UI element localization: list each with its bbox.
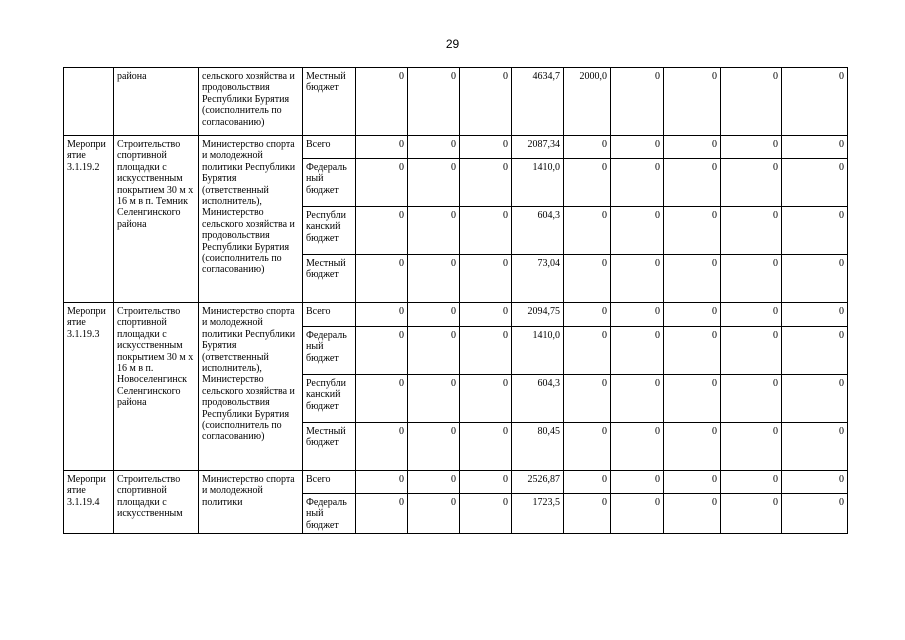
amount-cell: 0	[460, 375, 512, 423]
funding-source-cell: Всего	[303, 136, 356, 159]
measure-name-cell: Строительство спортивной площадки с искусственным	[114, 471, 199, 534]
amount-cell: 1410,0	[512, 159, 564, 207]
amount-cell: 0	[460, 423, 512, 471]
amount-cell: 0	[460, 494, 512, 534]
amount-cell: 0	[564, 471, 611, 494]
amount-cell: 0	[564, 303, 611, 327]
amount-cell: 0	[356, 375, 408, 423]
amount-cell: 0	[611, 159, 664, 207]
amount-cell: 0	[460, 207, 512, 255]
amount-cell: 0	[564, 159, 611, 207]
amount-cell: 0	[611, 327, 664, 375]
funding-source-cell: Всего	[303, 471, 356, 494]
amount-cell: 0	[408, 303, 460, 327]
measure-id-cell: Меропри ятие 3.1.19.2	[64, 136, 114, 303]
amount-cell: 0	[721, 136, 782, 159]
amount-cell: 0	[356, 303, 408, 327]
amount-cell: 0	[721, 494, 782, 534]
amount-cell: 0	[611, 255, 664, 303]
amount-cell: 4634,7	[512, 68, 564, 136]
amount-cell: 0	[782, 207, 848, 255]
amount-cell: 0	[564, 494, 611, 534]
amount-cell: 0	[564, 136, 611, 159]
amount-cell: 0	[782, 68, 848, 136]
amount-cell: 0	[664, 207, 721, 255]
amount-cell: 0	[611, 375, 664, 423]
amount-cell: 0	[721, 159, 782, 207]
amount-cell: 0	[356, 423, 408, 471]
table-row	[64, 303, 848, 327]
amount-cell: 0	[356, 327, 408, 375]
amount-cell: 0	[664, 375, 721, 423]
amount-cell: 2000,0	[564, 68, 611, 136]
table-row	[64, 136, 848, 159]
funding-source-cell: Местный бюджет	[303, 255, 356, 303]
funding-source-cell: Федераль ный бюджет	[303, 327, 356, 375]
amount-cell: 1410,0	[512, 327, 564, 375]
amount-cell: 0	[664, 471, 721, 494]
amount-cell: 0	[721, 327, 782, 375]
funding-source-cell: Всего	[303, 303, 356, 327]
amount-cell: 0	[782, 471, 848, 494]
amount-cell: 0	[460, 255, 512, 303]
amount-cell: 0	[564, 423, 611, 471]
table-row	[64, 68, 848, 136]
executor-cell: Министерство спорта и молодежной политики	[199, 471, 303, 534]
amount-cell: 604,3	[512, 207, 564, 255]
funding-source-cell: Федераль ный бюджет	[303, 494, 356, 534]
amount-cell: 0	[408, 375, 460, 423]
amount-cell: 0	[782, 327, 848, 375]
amount-cell: 0	[408, 68, 460, 136]
amount-cell: 604,3	[512, 375, 564, 423]
funding-source-cell: Республи канский бюджет	[303, 375, 356, 423]
funding-source-cell: Федераль ный бюджет	[303, 159, 356, 207]
amount-cell: 0	[460, 68, 512, 136]
amount-cell: 2526,87	[512, 471, 564, 494]
amount-cell: 0	[664, 68, 721, 136]
amount-cell: 0	[408, 423, 460, 471]
amount-cell: 0	[356, 207, 408, 255]
amount-cell: 0	[408, 327, 460, 375]
amount-cell: 0	[664, 255, 721, 303]
amount-cell: 0	[611, 303, 664, 327]
table-row	[64, 471, 848, 494]
amount-cell: 0	[460, 136, 512, 159]
amount-cell: 73,04	[512, 255, 564, 303]
amount-cell: 0	[564, 327, 611, 375]
measure-name-cell: Строительство спортивной площадки с искусственным покрытием 30 м х 16 м в п. Новоселенгинск Селенгинского района	[114, 303, 199, 471]
amount-cell: 0	[564, 207, 611, 255]
amount-cell: 0	[721, 303, 782, 327]
amount-cell: 0	[408, 255, 460, 303]
amount-cell: 0	[611, 494, 664, 534]
amount-cell: 0	[408, 159, 460, 207]
amount-cell: 0	[460, 303, 512, 327]
amount-cell: 0	[721, 375, 782, 423]
amount-cell: 0	[408, 471, 460, 494]
amount-cell: 0	[611, 68, 664, 136]
measure-name-cell: района	[114, 68, 199, 136]
amount-cell: 2087,34	[512, 136, 564, 159]
executor-cell: Министерство спорта и молодежной политики Республики Бурятия (ответственный исполнитель), Министерство сельского хозяйства и продовольствия Республики Бурятия (соисполнитель по согласованию)	[199, 136, 303, 303]
amount-cell: 0	[664, 494, 721, 534]
amount-cell: 0	[782, 423, 848, 471]
amount-cell: 0	[782, 494, 848, 534]
amount-cell: 0	[611, 423, 664, 471]
amount-cell: 0	[782, 375, 848, 423]
amount-cell: 0	[782, 159, 848, 207]
funding-source-cell: Местный бюджет	[303, 68, 356, 136]
measure-id-cell: Меропри ятие 3.1.19.4	[64, 471, 114, 534]
amount-cell: 0	[664, 136, 721, 159]
amount-cell: 0	[460, 159, 512, 207]
amount-cell: 0	[782, 303, 848, 327]
amount-cell: 0	[611, 136, 664, 159]
amount-cell: 0	[460, 471, 512, 494]
amount-cell: 0	[664, 423, 721, 471]
amount-cell: 80,45	[512, 423, 564, 471]
amount-cell: 0	[356, 255, 408, 303]
funding-source-cell: Республи канский бюджет	[303, 207, 356, 255]
amount-cell: 0	[721, 68, 782, 136]
amount-cell: 0	[408, 136, 460, 159]
amount-cell: 1723,5	[512, 494, 564, 534]
amount-cell: 0	[782, 255, 848, 303]
executor-cell: Министерство спорта и молодежной политики Республики Бурятия (ответственный исполнитель), Министерство сельского хозяйства и продовольствия Республики Бурятия (соисполнитель по согласованию)	[199, 303, 303, 471]
amount-cell: 0	[356, 471, 408, 494]
amount-cell: 0	[460, 327, 512, 375]
amount-cell: 0	[611, 207, 664, 255]
measure-id-cell: Меропри ятие 3.1.19.3	[64, 303, 114, 471]
executor-cell: сельского хозяйства и продовольствия Республики Бурятия (соисполнитель по согласованию)	[199, 68, 303, 136]
amount-cell: 0	[408, 494, 460, 534]
amount-cell: 0	[664, 159, 721, 207]
funding-source-cell: Местный бюджет	[303, 423, 356, 471]
amount-cell: 0	[611, 471, 664, 494]
amount-cell: 0	[356, 159, 408, 207]
page-number: 29	[445, 37, 460, 51]
amount-cell: 2094,75	[512, 303, 564, 327]
amount-cell: 0	[408, 207, 460, 255]
amount-cell: 0	[356, 68, 408, 136]
amount-cell: 0	[721, 255, 782, 303]
amount-cell: 0	[356, 136, 408, 159]
amount-cell: 0	[664, 303, 721, 327]
amount-cell: 0	[721, 471, 782, 494]
amount-cell: 0	[564, 255, 611, 303]
amount-cell: 0	[564, 375, 611, 423]
amount-cell: 0	[782, 136, 848, 159]
measure-id-cell	[64, 68, 114, 136]
funding-table	[63, 67, 848, 534]
amount-cell: 0	[721, 423, 782, 471]
amount-cell: 0	[664, 327, 721, 375]
amount-cell: 0	[721, 207, 782, 255]
measure-name-cell: Строительство спортивной площадки с искусственным покрытием 30 м х 16 м в п. Темник Селенгинского района	[114, 136, 199, 303]
amount-cell: 0	[356, 494, 408, 534]
table-body	[64, 68, 848, 534]
